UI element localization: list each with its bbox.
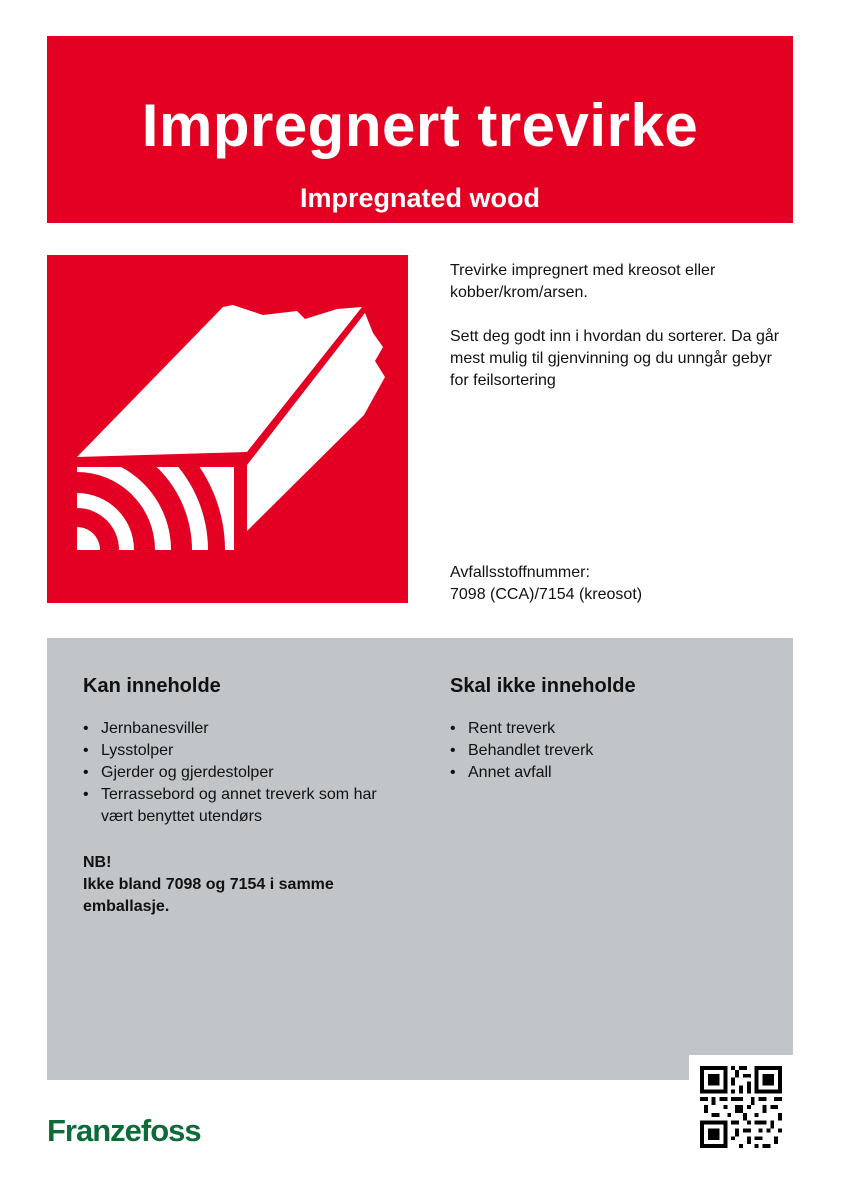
waste-code-label: Avfallsstoffnummer:	[450, 564, 590, 581]
page-title: Impregnert trevirke	[141, 92, 699, 159]
content-panel	[47, 638, 793, 1080]
description-text-2: Sett deg godt inn i hvordan du sorterer. Da går mest mulig til gjenvinning og du unngår gebyr for feilsortering	[450, 328, 780, 389]
can-contain-section	[83, 672, 403, 918]
must-not-contain-list	[450, 718, 770, 784]
warning-note-label: NB!	[83, 854, 112, 871]
list-item: • Annet avfall	[450, 764, 552, 781]
waste-code	[450, 562, 795, 606]
pictogram	[47, 255, 408, 603]
description-text-1: Trevirke impregnert med kreosot eller kobber/krom/arsen.	[450, 262, 716, 301]
warning-note-text: Ikke bland 7098 og 7154 i samme emballasje.	[83, 876, 334, 915]
can-contain-heading: Kan inneholde	[83, 675, 221, 697]
list-item: • Behandlet treverk	[450, 742, 594, 759]
can-contain-list	[83, 718, 403, 828]
header-banner	[47, 36, 793, 223]
list-item: • Terrassebord og annet treverk som har vært benyttet utendørs	[83, 786, 377, 825]
page-subtitle: Impregnated wood	[299, 183, 540, 213]
list-item: • Jernbanesviller	[83, 720, 209, 737]
list-item: • Gjerder og gjerdestolper	[83, 764, 274, 781]
impregnated-wood-beam-icon	[47, 255, 408, 603]
waste-code-value: 7098 (CCA)/7154 (kreosot)	[450, 586, 643, 603]
list-item: • Rent treverk	[450, 720, 556, 737]
brand-logo: Franzefoss	[47, 1113, 201, 1148]
must-not-contain-heading: Skal ikke inneholde	[450, 675, 636, 697]
qr-code	[689, 1055, 793, 1159]
list-item: • Lysstolper	[83, 742, 174, 759]
warning-note	[83, 852, 403, 918]
description	[450, 260, 795, 392]
must-not-contain-section	[450, 672, 770, 784]
qr-code-icon	[700, 1066, 782, 1148]
